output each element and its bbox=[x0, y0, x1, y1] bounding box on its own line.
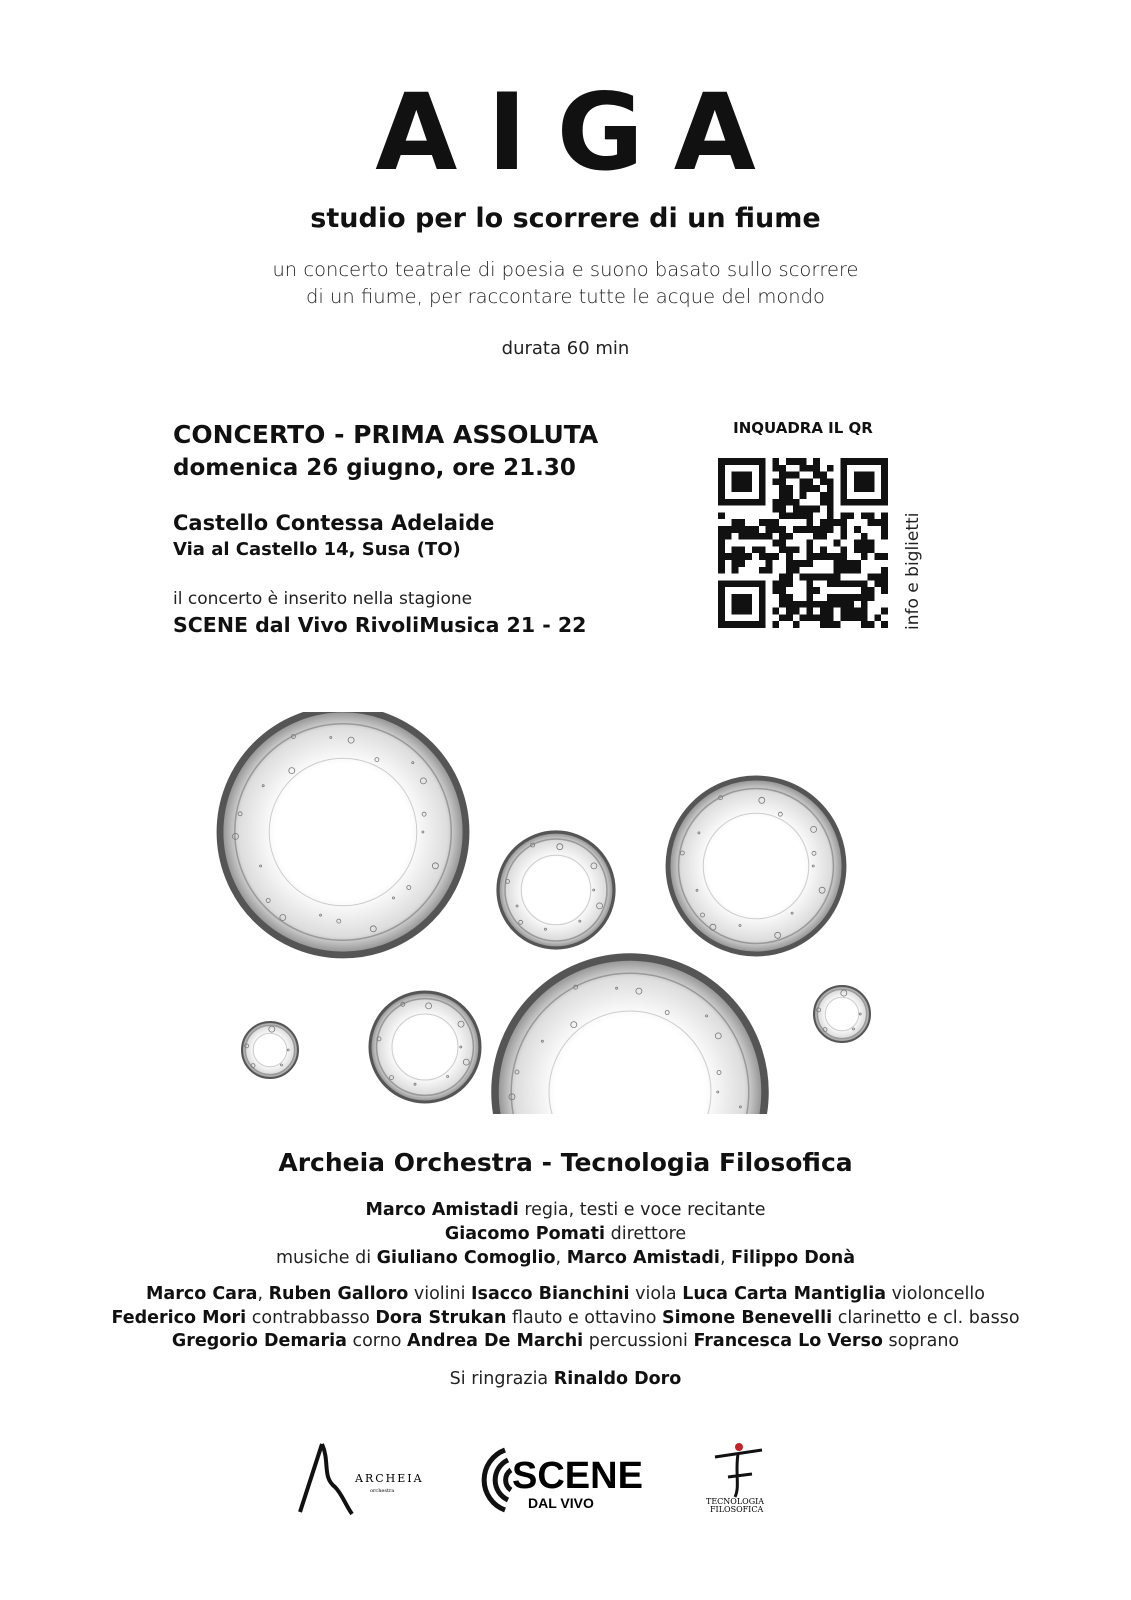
credit-name: Filippo Donà bbox=[731, 1248, 856, 1268]
bubble bbox=[370, 992, 480, 1102]
credit-role: Si ringrazia bbox=[449, 1369, 554, 1389]
credit-line bbox=[0, 1198, 1131, 1222]
bubble bbox=[498, 832, 614, 948]
credit-line bbox=[0, 1282, 1131, 1306]
poster-title: AIGA bbox=[375, 71, 786, 194]
season-name: SCENE dal Vivo RivoliMusica 21 - 22 bbox=[173, 613, 587, 637]
archeia-logo-sub: orchestra bbox=[370, 1488, 395, 1494]
credit-name: Francesca Lo Verso bbox=[693, 1331, 883, 1351]
credit-name: Isacco Bianchini bbox=[471, 1284, 630, 1304]
bubble bbox=[668, 778, 844, 954]
event-venue: Castello Contessa Adelaide bbox=[173, 511, 495, 535]
credit-name: Ruben Galloro bbox=[268, 1284, 409, 1304]
credit-role: violoncello bbox=[886, 1284, 985, 1304]
bubbles-image bbox=[0, 712, 1131, 1117]
tecnologia-filosofica-logo bbox=[706, 1443, 764, 1514]
duration: durata 60 min bbox=[501, 338, 630, 359]
credit-name: Federico Mori bbox=[111, 1308, 247, 1328]
qr-code[interactable] bbox=[718, 458, 888, 628]
bubble bbox=[814, 986, 870, 1042]
bubble bbox=[495, 957, 765, 1117]
credit-name: Gregorio Demaria bbox=[171, 1331, 347, 1351]
credit-name: Simone Benevelli bbox=[662, 1308, 833, 1328]
event-date: domenica 26 giugno, ore 21.30 bbox=[173, 455, 576, 481]
qr-label: INQUADRA IL QR bbox=[733, 419, 873, 437]
credit-name: Giuliano Comoglio bbox=[376, 1248, 556, 1268]
credit-name: Giacomo Pomati bbox=[444, 1224, 606, 1244]
bubble bbox=[220, 712, 466, 955]
credit-role: viola bbox=[629, 1284, 683, 1304]
qr-side-text: info e biglietti bbox=[903, 512, 923, 630]
credit-role: violini bbox=[408, 1284, 472, 1304]
credit-role: regia, testi e voce recitante bbox=[518, 1200, 766, 1220]
credit-role: soprano bbox=[882, 1331, 960, 1351]
description-line: di un fiume, per raccontare tutte le acque del mondo bbox=[306, 285, 825, 308]
event-heading: CONCERTO - PRIMA ASSOLUTA bbox=[173, 420, 599, 449]
credit-line bbox=[0, 1246, 1131, 1270]
credit-name: Marco Amistadi bbox=[365, 1200, 519, 1220]
sponsor-logos bbox=[0, 1432, 1131, 1522]
event-address: Via al Castello 14, Susa (TO) bbox=[173, 539, 461, 560]
credit-name: Luca Carta Mantiglia bbox=[682, 1284, 887, 1304]
scene-logo-text: SCENE bbox=[512, 1455, 643, 1497]
orchestra-heading: Archeia Orchestra - Tecnologia Filosofica bbox=[278, 1148, 853, 1177]
credit-name: Rinaldo Doro bbox=[553, 1369, 682, 1389]
tf-logo-sub: FILOSOFICA bbox=[710, 1505, 764, 1514]
credit-line bbox=[0, 1306, 1131, 1330]
credit-role: direttore bbox=[605, 1224, 687, 1244]
credit-role: , bbox=[719, 1248, 732, 1268]
credit-role: corno bbox=[346, 1331, 408, 1351]
credit-role: percussioni bbox=[583, 1331, 694, 1351]
credit-role: , bbox=[257, 1284, 269, 1304]
credit-line bbox=[0, 1367, 1131, 1391]
credit-role: contrabbasso bbox=[246, 1308, 376, 1328]
credit-role: clarinetto e cl. basso bbox=[832, 1308, 1020, 1328]
credit-role: flauto e ottavino bbox=[506, 1308, 663, 1328]
credit-line bbox=[0, 1329, 1131, 1353]
tf-logo-text: TECNOLOGIA bbox=[706, 1497, 765, 1506]
poster-subtitle: studio per lo scorrere di un fiume bbox=[310, 203, 821, 234]
description-line: un concerto teatrale di poesia e suono basato sullo scorrere bbox=[272, 258, 859, 281]
credit-name: Andrea De Marchi bbox=[407, 1331, 584, 1351]
credit-name: Marco Cara bbox=[146, 1284, 258, 1304]
bubble bbox=[242, 1022, 298, 1078]
credit-line bbox=[0, 1222, 1131, 1246]
scene-dal-vivo-logo bbox=[484, 1450, 643, 1511]
credit-name: Marco Amistadi bbox=[566, 1248, 720, 1268]
archeia-logo-text: ARCHEIA bbox=[355, 1472, 424, 1485]
credit-role: , bbox=[555, 1248, 567, 1268]
scene-logo-sub: DAL VIVO bbox=[528, 1495, 594, 1511]
credit-role: musiche di bbox=[275, 1248, 377, 1268]
season-intro: il concerto è inserito nella stagione bbox=[173, 589, 473, 609]
archeia-logo bbox=[300, 1444, 424, 1514]
credit-name: Dora Strukan bbox=[375, 1308, 507, 1328]
